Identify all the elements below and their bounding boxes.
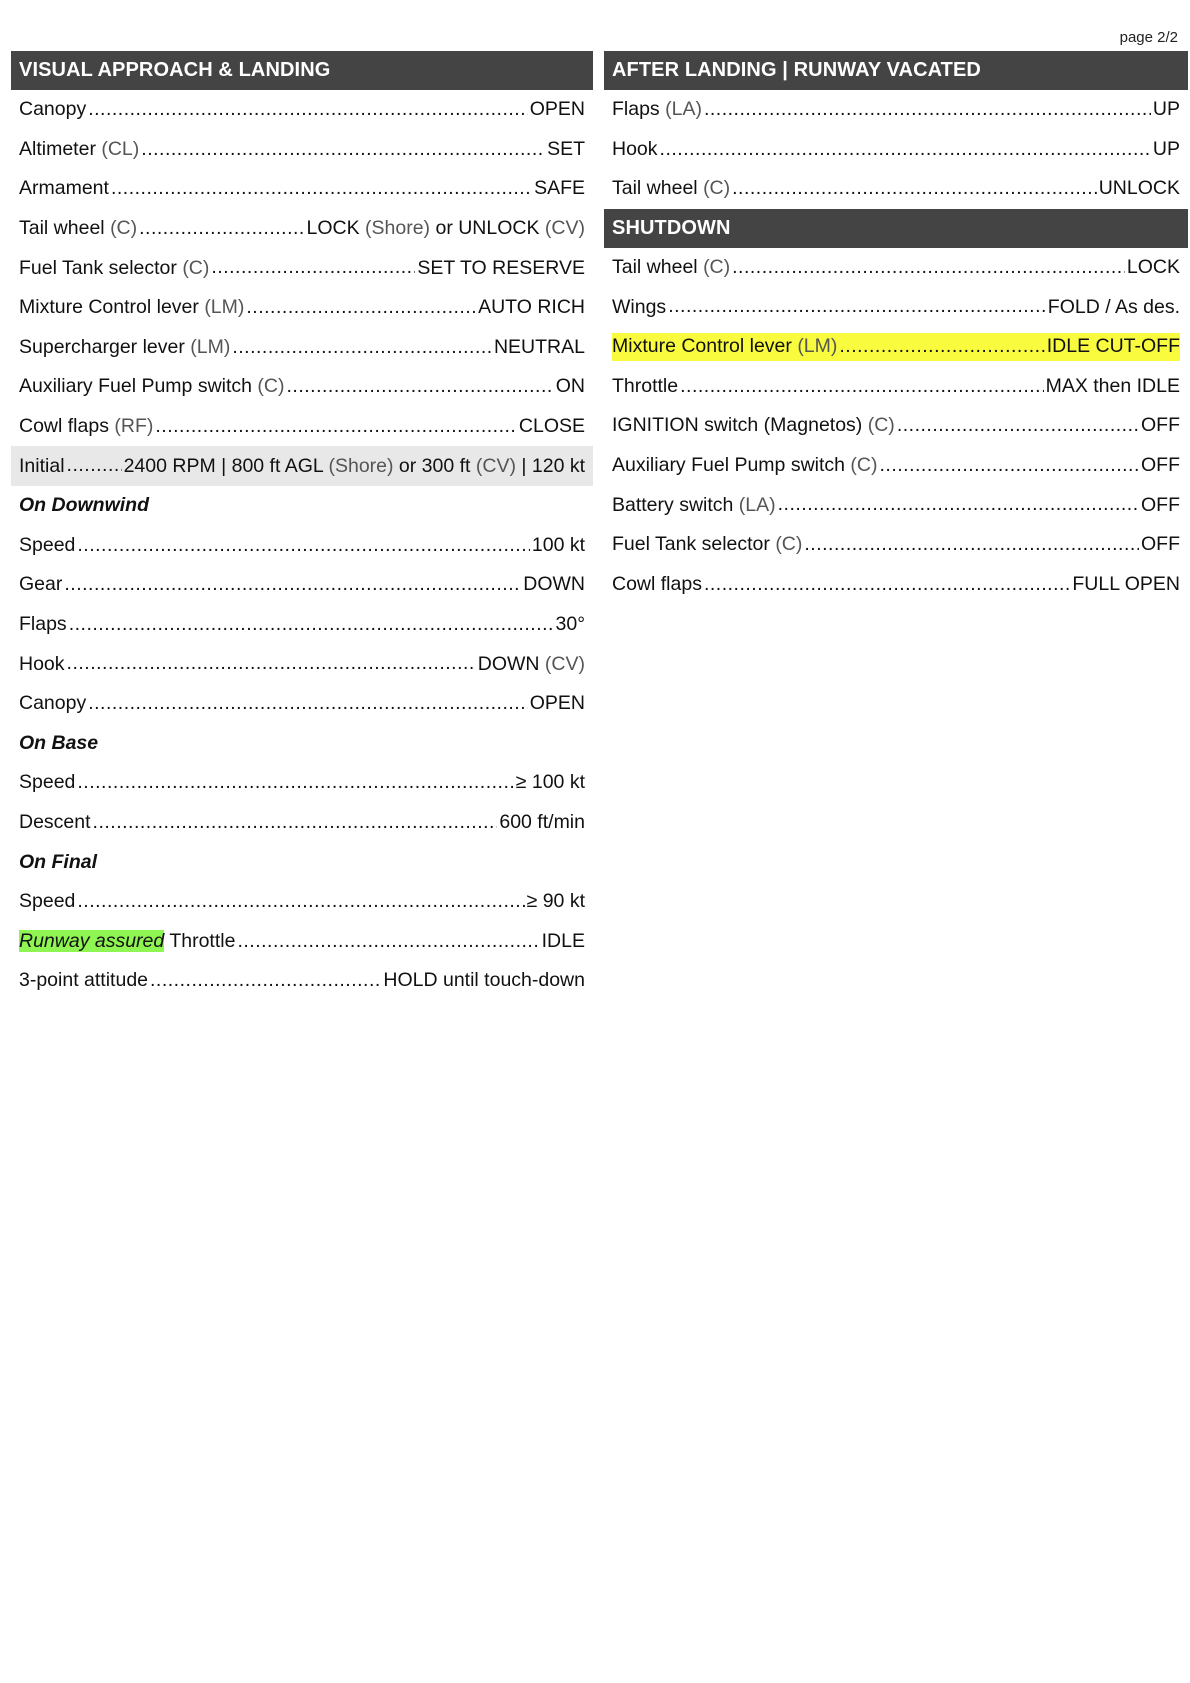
checklist-row xyxy=(604,90,1188,130)
item-value: MAX then IDLE xyxy=(1045,374,1180,397)
item-value: 100 kt xyxy=(531,533,585,556)
leader-dots xyxy=(732,256,1125,279)
leader-dots xyxy=(150,969,381,992)
checklist-row xyxy=(11,209,593,249)
item-label: Wings xyxy=(612,295,667,318)
item-label: Initial xyxy=(19,454,65,477)
leader-dots xyxy=(232,336,492,359)
item-value: ≥ 90 kt xyxy=(526,890,585,913)
item-label: Descent xyxy=(19,810,91,833)
item-value: OFF xyxy=(1141,414,1180,437)
leader-dots xyxy=(804,533,1139,556)
item-value: OFF xyxy=(1141,454,1180,477)
checklist-row xyxy=(604,446,1188,486)
checklist-row xyxy=(604,367,1188,407)
runway-assured-tag: Runway assured xyxy=(19,929,165,952)
item-value: FOLD / As des. xyxy=(1047,295,1180,318)
item-value: OFF xyxy=(1141,493,1180,516)
item-value: AUTO RICH xyxy=(478,296,585,319)
subsection-title-base: On Base xyxy=(19,731,99,754)
item-value: NEUTRAL xyxy=(493,335,585,358)
leader-dots xyxy=(69,613,554,636)
checklist-row xyxy=(11,367,593,407)
checklist-row-highlighted xyxy=(604,327,1188,367)
item-label: Hook xyxy=(612,137,658,160)
checklist-row xyxy=(11,763,593,803)
checklist-row xyxy=(11,288,593,328)
item-label: Tail wheel (C) xyxy=(19,217,138,240)
item-value: LOCK (Shore) or UNLOCK (CV) xyxy=(306,217,585,240)
item-label: Battery switch (LA) xyxy=(612,493,776,516)
item-label: Canopy xyxy=(19,692,87,715)
leader-dots xyxy=(77,771,513,794)
item-value: CLOSE xyxy=(518,415,585,438)
item-label: Canopy xyxy=(19,98,87,121)
checklist-row xyxy=(604,248,1188,288)
item-value: UP xyxy=(1152,98,1180,121)
item-value: SET xyxy=(547,137,585,160)
item-label: Fuel Tank selector (C) xyxy=(612,533,803,556)
checklist-row xyxy=(11,130,593,170)
leader-dots xyxy=(88,692,528,715)
item-value: LOCK xyxy=(1126,256,1180,279)
initial-row xyxy=(11,446,593,486)
checklist-row xyxy=(604,287,1188,327)
leader-dots xyxy=(211,256,415,279)
after-landing-shutdown-section xyxy=(604,51,1188,604)
item-label: Supercharger lever (LM) xyxy=(19,335,231,358)
item-value: SET TO RESERVE xyxy=(417,256,585,279)
section-header: VISUAL APPROACH & LANDING xyxy=(11,51,593,90)
item-value: 2400 RPM | 800 ft AGL (Shore) or 300 ft (CV) | 120 kt xyxy=(123,454,585,477)
item-label: 3-point attitude xyxy=(19,969,149,992)
leader-dots xyxy=(778,493,1139,516)
item-label: Speed xyxy=(19,533,76,556)
item-label: Mixture Control lever (LM) xyxy=(612,335,838,358)
item-label: Speed xyxy=(19,890,76,913)
leader-dots xyxy=(680,375,1043,398)
leader-dots xyxy=(111,177,532,200)
section-header: SHUTDOWN xyxy=(604,209,1188,248)
item-label: Cowl flaps xyxy=(612,572,702,595)
item-label: Mixture Control lever (LM) xyxy=(19,296,245,319)
checklist-row xyxy=(11,803,593,843)
item-label: Flaps (LA) xyxy=(612,98,702,121)
item-label: IGNITION switch (Magnetos) (C) xyxy=(612,414,895,437)
item-value: OFF xyxy=(1141,533,1180,556)
leader-dots xyxy=(287,375,554,398)
leader-dots xyxy=(88,98,528,121)
item-value: HOLD until touch-down xyxy=(383,969,585,992)
checklist-row xyxy=(604,485,1188,525)
leader-dots xyxy=(246,296,476,319)
item-label: Auxiliary Fuel Pump switch (C) xyxy=(19,375,285,398)
item-label: Tail wheel (C) xyxy=(612,177,731,200)
item-value: DOWN xyxy=(523,573,585,596)
item-label: Armament xyxy=(19,177,109,200)
leader-dots xyxy=(880,454,1140,477)
checklist-row xyxy=(604,525,1188,565)
item-value: OPEN xyxy=(529,692,585,715)
checklist-row xyxy=(11,644,593,684)
checklist-row xyxy=(11,684,593,724)
item-label: Hook xyxy=(19,652,65,675)
checklist-row xyxy=(11,565,593,605)
leader-dots xyxy=(77,534,529,557)
checklist-row xyxy=(604,565,1188,605)
item-value: SAFE xyxy=(534,177,585,200)
item-label: Cowl flaps (RF) xyxy=(19,415,154,438)
item-label: Runway assured Throttle xyxy=(19,929,236,952)
checklist-row xyxy=(604,169,1188,209)
leader-dots xyxy=(141,138,545,161)
visual-approach-landing-section xyxy=(11,51,593,1001)
checklist-row xyxy=(11,605,593,645)
item-value: FULL OPEN xyxy=(1072,572,1180,595)
leader-dots xyxy=(67,454,122,477)
item-value: IDLE CUT-OFF xyxy=(1046,335,1180,358)
leader-dots xyxy=(64,573,521,596)
leader-dots xyxy=(704,98,1151,121)
item-value: 600 ft/min xyxy=(499,810,585,833)
checklist-row xyxy=(11,328,593,368)
item-label: Fuel Tank selector (C) xyxy=(19,256,210,279)
item-value: IDLE xyxy=(541,929,585,952)
leader-dots xyxy=(67,652,476,675)
item-label: Tail wheel (C) xyxy=(612,256,731,279)
item-label: Throttle xyxy=(612,374,679,397)
item-label: Speed xyxy=(19,771,76,794)
subsection-title-final: On Final xyxy=(19,850,97,873)
item-label: Gear xyxy=(19,573,63,596)
item-value: DOWN (CV) xyxy=(477,652,585,675)
leader-dots xyxy=(237,930,539,953)
page-number: page 2/2 xyxy=(1119,29,1178,46)
checklist-row xyxy=(11,882,593,922)
checklist-row xyxy=(11,526,593,566)
checklist-row xyxy=(604,406,1188,446)
item-value: UNLOCK xyxy=(1098,177,1180,200)
checklist-row xyxy=(11,407,593,447)
checklist-row xyxy=(604,130,1188,170)
checklist-row xyxy=(11,248,593,288)
leader-dots xyxy=(668,295,1046,318)
leader-dots xyxy=(732,177,1097,200)
item-value: OPEN xyxy=(529,98,585,121)
leader-dots xyxy=(139,217,304,240)
item-value: UP xyxy=(1152,137,1180,160)
item-value: ON xyxy=(555,375,585,398)
leader-dots xyxy=(839,335,1044,358)
item-label: Altimeter (CL) xyxy=(19,137,140,160)
item-label: Auxiliary Fuel Pump switch (C) xyxy=(612,454,878,477)
subsection-title-downwind: On Downwind xyxy=(19,494,149,517)
checklist-row xyxy=(11,90,593,130)
leader-dots xyxy=(77,890,524,913)
section-header: AFTER LANDING | RUNWAY VACATED xyxy=(604,51,1188,90)
leader-dots xyxy=(704,573,1070,596)
item-label: Flaps xyxy=(19,613,67,636)
checklist-row xyxy=(11,169,593,209)
leader-dots xyxy=(93,811,498,834)
leader-dots xyxy=(660,138,1151,161)
leader-dots xyxy=(155,415,517,438)
checklist-row xyxy=(11,961,593,1001)
item-value: 30° xyxy=(555,613,585,636)
item-value: ≥ 100 kt xyxy=(515,771,585,794)
leader-dots xyxy=(897,414,1139,437)
checklist-row xyxy=(11,921,593,961)
